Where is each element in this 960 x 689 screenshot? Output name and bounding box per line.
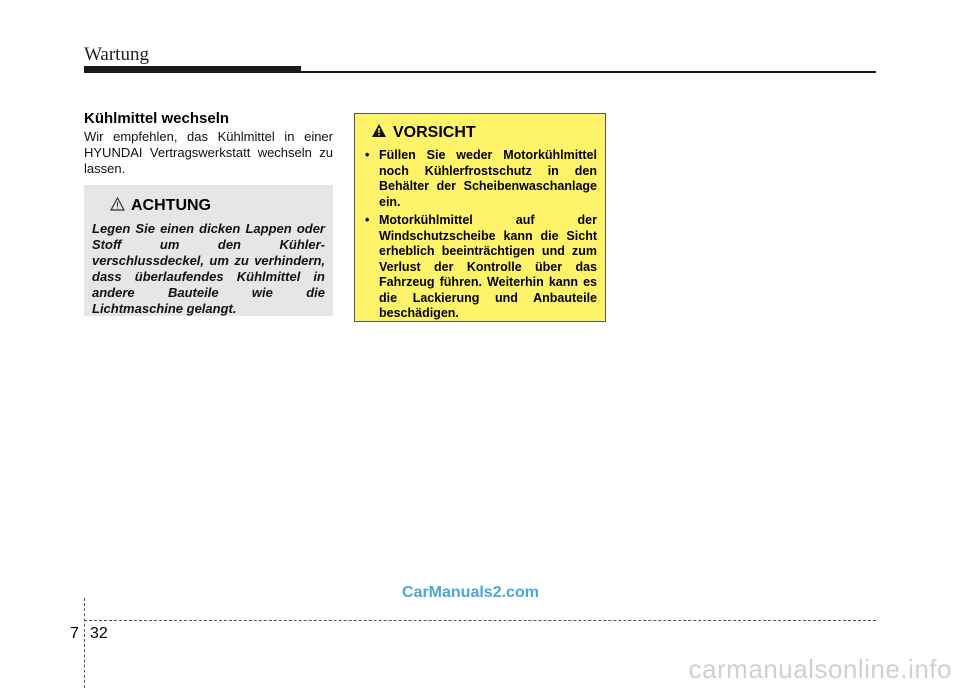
footer-rule: [84, 620, 876, 621]
page-number: 32: [90, 625, 108, 642]
section-body: Wir empfehlen, das Kühlmittel in einer HYUNDAI Vertragswerkstatt wechseln zu lassen.: [84, 129, 333, 176]
achtung-box: [84, 185, 333, 316]
header-title: Wartung: [84, 44, 149, 65]
footer-divider: [84, 598, 85, 688]
achtung-title: ACHTUNG: [131, 197, 211, 214]
watermark-link[interactable]: CarManuals2.com: [402, 584, 539, 601]
achtung-title-row: [110, 195, 325, 217]
chapter-number: 7: [70, 625, 79, 642]
list-item: • Motorkühlmittel auf der Windschutzscheibe kann die Sicht erheblich beeinträchtigen und zum Verlust der Kontrolle über das Fahrzeug führen. Weiterhin kann es die Lackierung und Anbauteile beschädigen.: [365, 213, 597, 320]
achtung-text: Legen Sie einen dicken Lappen oder Stoff um den Kühler-verschlussdeckel, um zu verhindern, dass überlaufendes Kühlmittel in andere Bauteile wie die Lichtmaschine gelangt.: [92, 221, 325, 316]
list-item: • Füllen Sie weder Motorkühlmittel noch Kühlerfrostschutz in den Behälter der Scheibenwaschanlage ein.: [365, 148, 597, 209]
vorsicht-list: [363, 148, 597, 322]
warning-filled-icon: [371, 123, 387, 143]
site-watermark: carmanualsonline.info: [688, 654, 952, 684]
caution-outline-icon: [110, 197, 125, 216]
vorsicht-title-row: [371, 122, 597, 144]
vorsicht-box: [354, 113, 606, 322]
section-heading: Kühlmittel wechseln: [84, 110, 230, 127]
header-rule: [84, 71, 876, 73]
vorsicht-title: VORSICHT: [393, 124, 476, 141]
